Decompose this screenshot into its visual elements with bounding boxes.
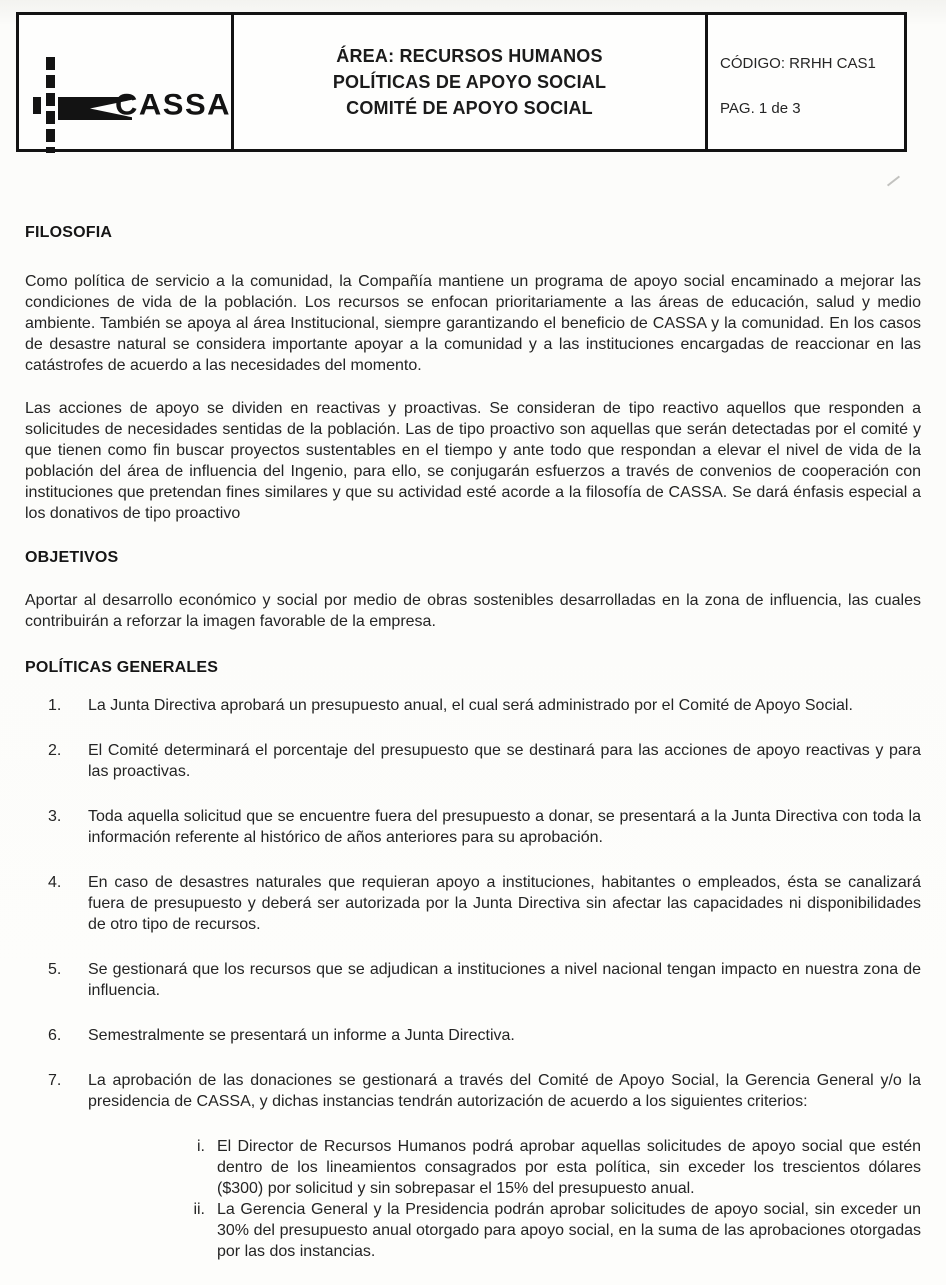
list-item-number: 7. xyxy=(48,1072,62,1089)
title-line-area: ÁREA: RECURSOS HUMANOS xyxy=(336,46,603,66)
list-item-number: 4. xyxy=(48,874,62,891)
sublist-item-number: i. xyxy=(197,1138,205,1155)
list-item-text: Toda aquella solicitud que se encuentre fuera del presupuesto a donar, se presentará a la Junta Directiva con toda la información referente al histórico de años anteriores para su aprobación. xyxy=(88,808,921,846)
list-item-number: 3. xyxy=(48,808,62,825)
list-item-text: El Comité determinará el porcentaje del presupuesto que se destinará para las acciones de apoyo reactivas y para las proactivas. xyxy=(88,742,921,780)
list-item-number: 2. xyxy=(48,742,62,759)
list-item xyxy=(25,1025,921,1046)
objetivos-paragraph: Aportar al desarrollo económico y social por medio de obras sostenibles desarrolladas en la zona de influencia, las cuales contribuirán a reforzar la imagen favorable de la empresa. xyxy=(25,592,921,630)
sublist-item-text: El Director de Recursos Humanos podrá aprobar aquellas solicitudes de apoyo social que estén dentro de los lineamientos consagrados por esta política, sin exceder los trescientos dólares ($300) por solicitud y sin sobrepasar el 15% del presupuesto anual. xyxy=(217,1138,921,1197)
section-heading-filosofia: FILOSOFIA xyxy=(25,224,113,241)
list-item-text: En caso de desastres naturales que requieran apoyo a instituciones, habitantes o empleados, ésta se canalizará fuera de presupuesto y deberá ser autorizada por la Junta Directiva sin afectar las capacidades ni disponibilidades de otro tipo de recursos. xyxy=(88,874,921,933)
section-heading-objetivos: OBJETIVOS xyxy=(25,549,119,566)
logo-wordmark: CASSA xyxy=(115,87,232,122)
list-item xyxy=(25,1070,921,1112)
list-item xyxy=(25,806,921,848)
list-item-text: La Junta Directiva aprobará un presupuesto anual, el cual será administrado por el Comité de Apoyo Social. xyxy=(88,697,853,714)
criteria-sublist xyxy=(25,1136,921,1262)
page-number: PAG. 1 de 3 xyxy=(720,100,801,117)
document-body xyxy=(25,0,921,1262)
policies-list xyxy=(25,695,921,1262)
list-item-number: 5. xyxy=(48,961,62,978)
list-item xyxy=(25,872,921,935)
title-line-politicas: POLÍTICAS DE APOYO SOCIAL xyxy=(332,72,607,92)
list-item xyxy=(25,740,921,782)
sublist-item-text: La Gerencia General y la Presidencia podrán aprobar solicitudes de apoyo social, sin exceder un 30% del presupuesto anual otorgado para apoyo social, en la suma de las aprobaciones otorgadas por las dos instancias. xyxy=(217,1201,921,1260)
filosofia-paragraph-1: Como política de servicio a la comunidad, la Compañía mantiene un programa de apoyo social encaminado a mejorar las condiciones de vida de la población. Los recursos se enfocan prioritariamente a las áreas de educación, salud y medio ambiente. También se apoya al área Institucional, siempre garantizando el beneficio de CASSA y la comunidad. En los casos de desastre natural se considera importante apoyar a la comunidad y a las instituciones encargadas de reaccionar en las catástrofes de acuerdo a las necesidades del momento. xyxy=(25,273,921,374)
list-item-text: Se gestionará que los recursos que se adjudican a instituciones a nivel nacional tengan impacto en nuestra zona de influencia. xyxy=(88,961,921,999)
sublist-item xyxy=(25,1199,921,1262)
section-heading-politicas-generales: POLÍTICAS GENERALES xyxy=(25,659,219,676)
sublist-item-number: ii. xyxy=(193,1201,205,1218)
list-item-text: La aprobación de las donaciones se gestionará a través del Comité de Apoyo Social, la Gerencia General y/o la presidencia de CASSA, y dichas instancias tendrán autorización de acuerdo a los siguientes criterios: xyxy=(88,1072,921,1110)
list-item xyxy=(25,959,921,1001)
list-item xyxy=(25,695,921,716)
filosofia-paragraph-2: Las acciones de apoyo se dividen en reactivas y proactivas. Se consideran de tipo reactivo aquellos que responden a solicitudes de necesidades sentidas de la población. Las de tipo proactivo son aquellas que serán detectadas por el comité y que tienen como fin buscar proyectos sustentables en el tiempo y ante todo que respondan a elevar el nivel de vida de la población del área de influencia del Ingenio, para ello, se conjugarán esfuerzos a través de convenios de cooperación con instituciones que pretendan fines similares y que su actividad esté acorde a la filosofía de CASSA. Se dará énfasis especial a los donativos de tipo proactivo xyxy=(25,400,921,522)
document-code: CÓDIGO: RRHH CAS1 xyxy=(720,55,876,72)
sublist-item xyxy=(25,1136,921,1199)
list-item-number: 6. xyxy=(48,1027,62,1044)
list-item-number: 1. xyxy=(48,697,62,714)
title-line-comite: COMITÉ DE APOYO SOCIAL xyxy=(346,98,593,118)
list-item-text: Semestralmente se presentará un informe a Junta Directiva. xyxy=(88,1027,515,1044)
